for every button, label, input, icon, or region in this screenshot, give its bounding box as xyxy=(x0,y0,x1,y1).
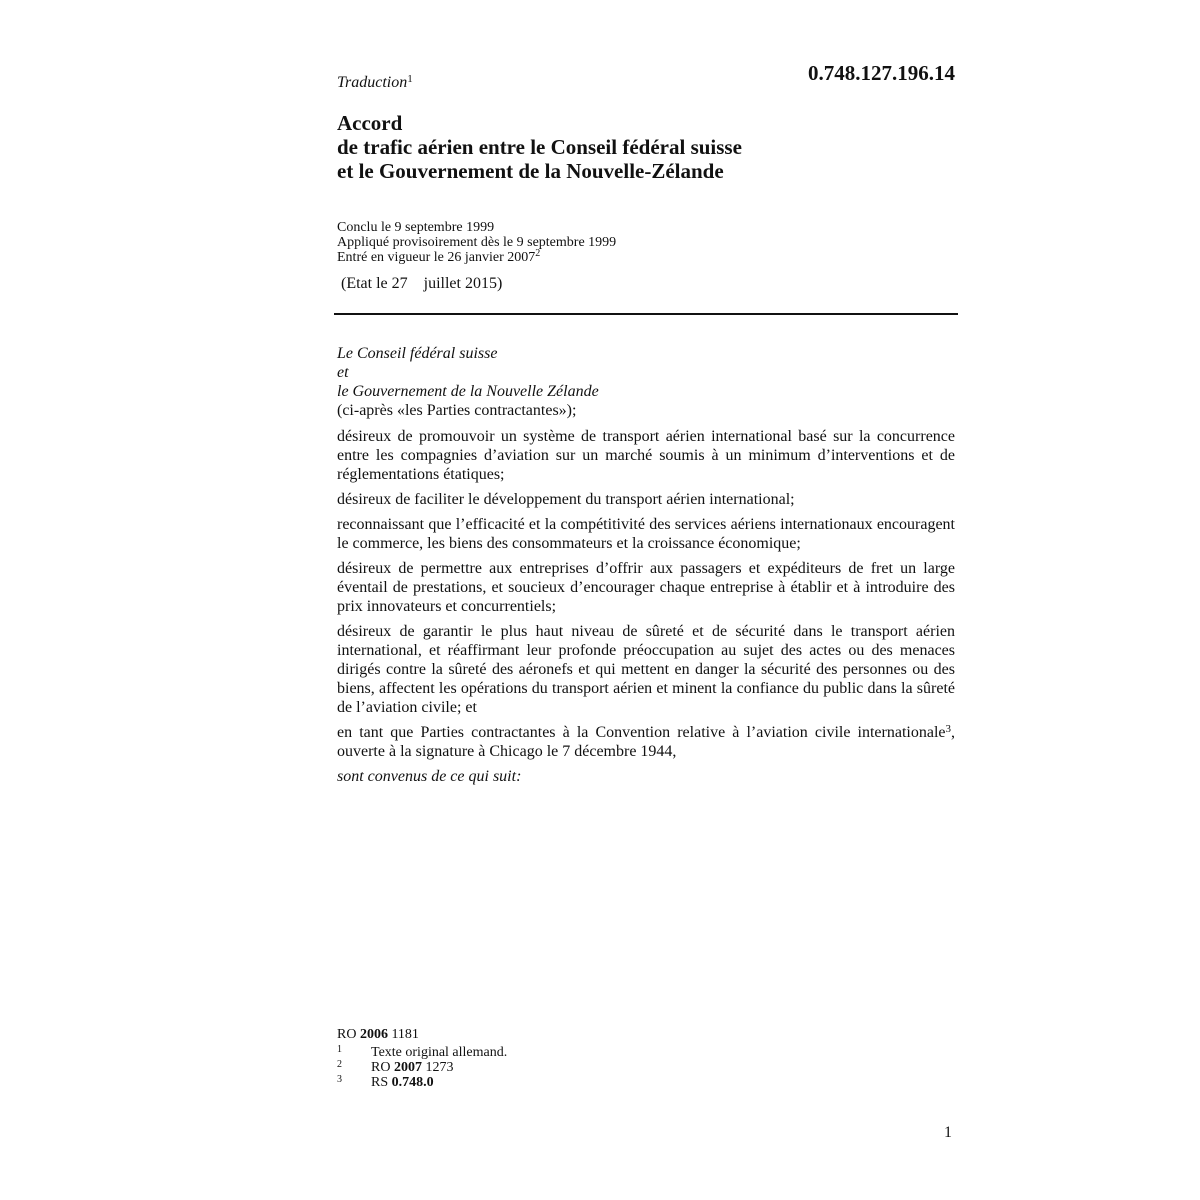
parties-note: (ci-après «les Parties contractantes»); xyxy=(337,402,577,419)
ro-prefix: RO xyxy=(337,1027,357,1042)
provisional-date: Appliqué provisoirement dès le 9 septembre 1999 xyxy=(337,235,617,250)
footnotes-block xyxy=(337,1027,955,1090)
concluded-date: Conclu le 9 septembre 1999 xyxy=(337,220,495,235)
document-title xyxy=(337,111,955,183)
footnote-1 xyxy=(337,1045,955,1060)
footnote-text-suffix: 1273 xyxy=(421,1060,454,1075)
title-line-2: de trafic aérien entre le Conseil fédéral suisse xyxy=(337,135,742,159)
footnote-number: 1 xyxy=(337,1044,342,1055)
conjunction: et xyxy=(337,364,349,381)
footnote-text-prefix: Texte original allemand. xyxy=(371,1045,508,1060)
footnote-ref-1[interactable]: 1 xyxy=(407,73,413,85)
party-1: Le Conseil fédéral suisse xyxy=(337,345,498,362)
preamble-paragraph-5: désireux de garantir le plus haut niveau de sûreté et de sécurité dans le transport aérien international, et réaffirmant leur profonde préoccupation au sujet des actes ou des menaces dirigés contre la sûreté des aéronefs et qui mettent en danger la sécurité des personnes ou des biens, affectent les opérations du transport aérien et minent la confiance du public dans la sûreté de l’aviation civile; et xyxy=(337,623,955,716)
status-date: (Etat le 27 juillet 2015) xyxy=(341,275,503,292)
convention-text-1: en tant que Parties contractantes à la Convention relative à l’aviation civile internationale xyxy=(337,724,946,741)
title-line-3: et le Gouvernement de la Nouvelle-Zélande xyxy=(337,159,724,183)
preamble-paragraph-3: reconnaissant que l’efficacité et la compétitivité des services aériens internationaux encouragent le commerce, les biens des consommateurs et la croissance économique; xyxy=(337,516,955,552)
footnote-number: 2 xyxy=(337,1059,342,1070)
sr-number: 0.748.127.196.14 xyxy=(808,61,955,85)
preamble-paragraph-4: désireux de permettre aux entreprises d’offrir aux passagers et expéditeurs de fret un large éventail de prestations, et soucieux d’encourager chaque entreprise à établir et à introduire des prix innovateurs et concurrentiels; xyxy=(337,560,955,615)
footnote-text xyxy=(371,1060,453,1075)
closing-phrase: sont convenus de ce qui suit: xyxy=(337,768,522,785)
footnote-ref-2[interactable]: 2 xyxy=(535,248,541,259)
footnote-text-prefix: RO xyxy=(371,1060,394,1075)
ro-page: 1181 xyxy=(391,1027,419,1042)
dates-block xyxy=(337,220,616,265)
ro-reference xyxy=(337,1027,955,1042)
footnote-2 xyxy=(337,1060,955,1075)
convention-text-2: , ouverte à la signature à Chicago le 7 décembre 1944, xyxy=(337,724,955,760)
footnote-ref-3[interactable]: 3 xyxy=(945,723,951,735)
preamble-paragraph-1: désireux de promouvoir un système de transport aérien international basé sur la concurrence entre les compagnies d’aviation sur un marché soumis à un minimum d’interventions et de réglementations étatiques; xyxy=(337,428,955,483)
translation-label xyxy=(337,74,413,92)
convention-paragraph xyxy=(337,723,955,761)
header-divider xyxy=(334,313,958,315)
translation-text: Traduction xyxy=(337,74,408,91)
party-2: le Gouvernement de la Nouvelle Zélande xyxy=(337,383,599,400)
in-force-date xyxy=(337,250,616,265)
footnote-text xyxy=(371,1075,434,1090)
preamble-paragraph-2: désireux de faciliter le développement du transport aérien international; xyxy=(337,491,795,508)
ro-year: 2006 xyxy=(359,1027,388,1042)
page-number: 1 xyxy=(944,1124,952,1141)
footnote-3 xyxy=(337,1075,955,1090)
footnote-text-bold: 0.748.0 xyxy=(391,1075,434,1090)
footnote-number: 3 xyxy=(337,1074,342,1085)
footnote-text xyxy=(371,1045,507,1060)
in-force-text: Entré en vigueur le 26 janvier 2007 xyxy=(337,250,536,265)
footnote-text-prefix: RS xyxy=(371,1075,392,1090)
footnote-text-bold: 2007 xyxy=(393,1060,422,1075)
preamble xyxy=(337,344,955,786)
title-line-1: Accord xyxy=(337,111,403,135)
